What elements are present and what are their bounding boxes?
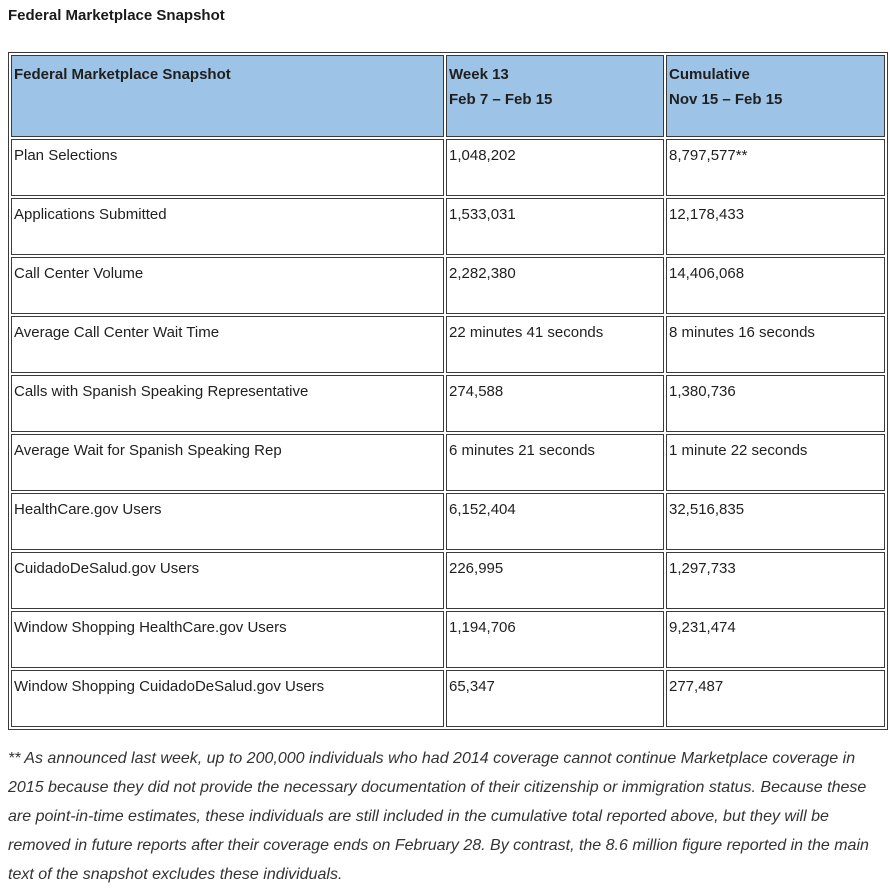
week-value-cell: 1,194,706: [446, 611, 664, 668]
header-title-label: Federal Marketplace Snapshot: [14, 66, 231, 83]
federal-marketplace-snapshot-table: [8, 52, 888, 730]
table-row: [11, 611, 885, 668]
cumulative-value-cell: 8 minutes 16 seconds: [666, 316, 885, 373]
table-row: [11, 552, 885, 609]
row-label-cell: Window Shopping CuidadoDeSalud.gov Users: [11, 670, 444, 727]
row-label-cell: CuidadoDeSalud.gov Users: [11, 552, 444, 609]
table-row: [11, 375, 885, 432]
header-cell-week: [446, 55, 664, 137]
header-cumulative-line2: Nov 15 – Feb 15: [669, 91, 783, 108]
table-row: [11, 139, 885, 196]
table-body: [11, 139, 885, 727]
cumulative-value-cell: 1 minute 22 seconds: [666, 434, 885, 491]
cumulative-value-cell: 9,231,474: [666, 611, 885, 668]
cumulative-value-cell: 32,516,835: [666, 493, 885, 550]
cumulative-value-cell: 12,178,433: [666, 198, 885, 255]
row-label-cell: HealthCare.gov Users: [11, 493, 444, 550]
week-value-cell: 6 minutes 21 seconds: [446, 434, 664, 491]
table-row: [11, 434, 885, 491]
header-week-line2: Feb 7 – Feb 15: [449, 91, 553, 108]
table-row: [11, 316, 885, 373]
week-value-cell: 6,152,404: [446, 493, 664, 550]
header-cumulative-line1: Cumulative: [669, 66, 750, 83]
week-value-cell: 1,533,031: [446, 198, 664, 255]
footnote-text: ** As announced last week, up to 200,000 individuals who had 2014 coverage cannot continue Marketplace coverage in 2015 because they did not provide the necessary documentation of their citizenship or immigration status. Because these are point-in-time estimates, these individuals are still included in the cumulative total reported above, but they will be removed in future reports after their coverage ends on February 28. By contrast, the 8.6 million figure reported in the main text of the snapshot excludes these individuals.: [8, 750, 869, 883]
week-value-cell: 226,995: [446, 552, 664, 609]
header-week-line1: Week 13: [449, 66, 509, 83]
week-value-cell: 22 minutes 41 seconds: [446, 316, 664, 373]
header-cell-title: [11, 55, 444, 137]
table-row: [11, 493, 885, 550]
row-label-cell: Average Wait for Spanish Speaking Rep: [11, 434, 444, 491]
row-label-cell: Applications Submitted: [11, 198, 444, 255]
table-row: [11, 257, 885, 314]
cumulative-value-cell: 1,297,733: [666, 552, 885, 609]
row-label-cell: Calls with Spanish Speaking Representative: [11, 375, 444, 432]
table-row: [11, 198, 885, 255]
row-label-cell: Call Center Volume: [11, 257, 444, 314]
week-value-cell: 1,048,202: [446, 139, 664, 196]
week-value-cell: 274,588: [446, 375, 664, 432]
cumulative-value-cell: 277,487: [666, 670, 885, 727]
table-row: [11, 670, 885, 727]
row-label-cell: Window Shopping HealthCare.gov Users: [11, 611, 444, 668]
page-title: Federal Marketplace Snapshot: [8, 7, 225, 24]
week-value-cell: 65,347: [446, 670, 664, 727]
week-value-cell: 2,282,380: [446, 257, 664, 314]
table-header: [11, 55, 885, 137]
row-label-cell: Plan Selections: [11, 139, 444, 196]
cumulative-value-cell: 8,797,577**: [666, 139, 885, 196]
cumulative-value-cell: 1,380,736: [666, 375, 885, 432]
row-label-cell: Average Call Center Wait Time: [11, 316, 444, 373]
header-row: [11, 55, 885, 137]
cumulative-value-cell: 14,406,068: [666, 257, 885, 314]
header-cell-cumulative: [666, 55, 885, 137]
